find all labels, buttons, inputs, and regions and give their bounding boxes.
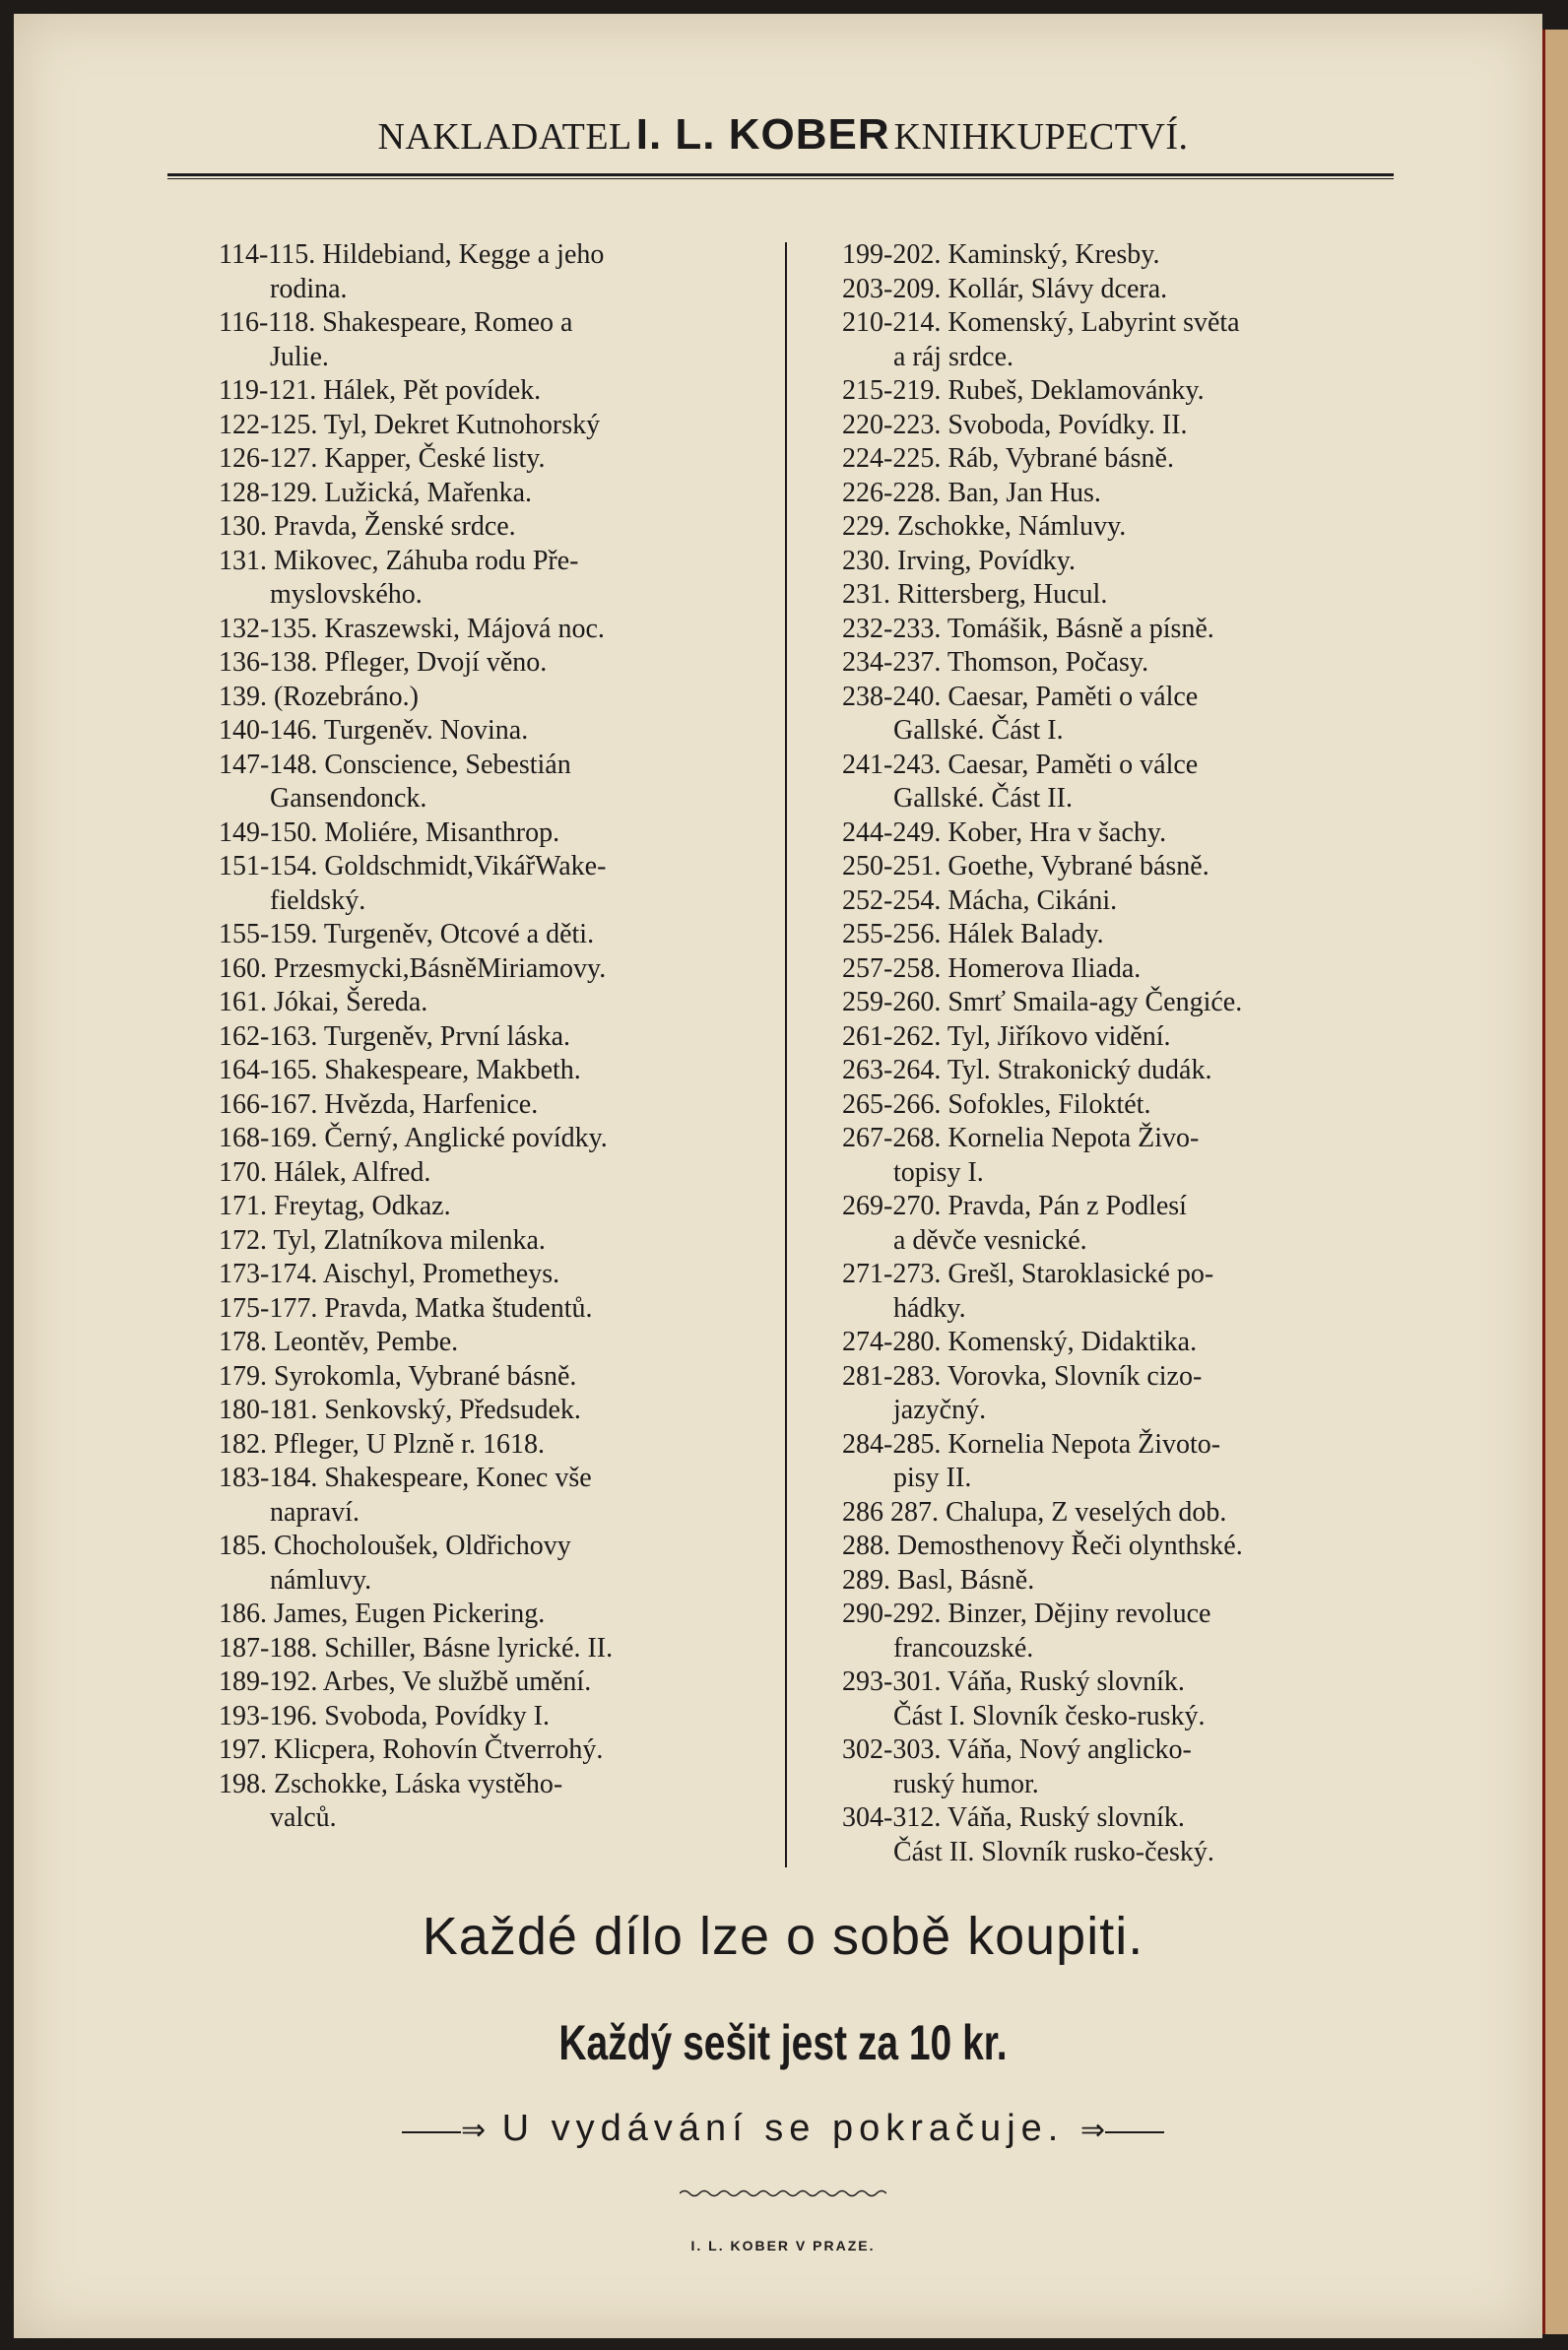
catalog-entry <box>842 816 1354 851</box>
entry-line: 173-174. Aischyl, Prometheys. <box>219 1259 560 1289</box>
catalog-column-left <box>219 238 770 1836</box>
entry-line: 244-249. Kober, Hra v šachy. <box>842 816 1167 848</box>
continuation-note <box>167 2108 1399 2150</box>
header-publisher-name: I. L. KOBER <box>635 110 890 159</box>
catalog-entry <box>219 1326 770 1360</box>
entry-line: 271-273. Grešl, Staroklasické po- <box>842 1259 1214 1289</box>
entry-continuation: Gansendonck. <box>270 783 427 814</box>
entry-line: 267-268. Kornelia Nepota Živo- <box>842 1123 1200 1153</box>
catalog-entry <box>219 238 770 306</box>
entry-line: 140-146. Turgeněv. Novina. <box>219 715 529 746</box>
entry-line: 175-177. Pravda, Matka študentů. <box>219 1292 593 1324</box>
entry-line: 160. Przesmycki,BásněMiriamovy. <box>219 952 607 984</box>
entry-continuation: rodina. <box>270 273 348 304</box>
catalog-entry <box>219 1020 770 1055</box>
binding-edge <box>1542 30 1568 2334</box>
entry-line: 197. Klicpera, Rohovín Čtverrohý. <box>219 1734 604 1765</box>
column-divider <box>785 242 787 1867</box>
catalog-entry <box>219 1258 770 1292</box>
entry-line: 171. Freytag, Odkaz. <box>219 1191 451 1221</box>
catalog-entry <box>219 850 770 918</box>
entry-line: 122-125. Tyl, Dekret Kutnohorský <box>219 409 601 440</box>
catalog-entry <box>219 986 770 1020</box>
entry-line: 114-115. Hildebiand, Kegge a jeho <box>219 239 605 270</box>
catalog-entry <box>842 273 1354 307</box>
ornament-squiggle <box>680 2188 886 2198</box>
catalog-entry <box>219 306 770 374</box>
entry-line: 189-192. Arbes, Ve službě umění. <box>219 1666 592 1697</box>
catalog-entry <box>842 613 1354 647</box>
catalog-entry <box>219 1190 770 1224</box>
entry-line: 274-280. Komenský, Didaktika. <box>842 1327 1198 1357</box>
entry-line: 304-312. Váňa, Ruský slovník. <box>842 1802 1185 1833</box>
entry-line: 128-129. Lužická, Mařenka. <box>219 477 532 508</box>
entry-line: 238-240. Caesar, Paměti o válce <box>842 681 1199 712</box>
entry-line: 263-264. Tyl. Strakonický dudák. <box>842 1055 1212 1085</box>
catalog-entry <box>219 1428 770 1463</box>
catalog-entry <box>219 613 770 647</box>
entry-continuation: myslovského. <box>270 579 423 610</box>
catalog-entry <box>842 1496 1354 1531</box>
entry-continuation: Část II. Slovník rusko-český. <box>893 1836 1214 1867</box>
catalog-entry <box>842 1088 1354 1123</box>
catalog-entry <box>219 749 770 816</box>
catalog-entry <box>219 510 770 545</box>
entry-line: 199-202. Kaminský, Kresby. <box>842 239 1160 270</box>
entry-line: 198. Zschokke, Láska vystěho- <box>219 1768 563 1799</box>
entry-line: 149-150. Moliére, Misanthrop. <box>219 816 560 848</box>
catalog-entry <box>219 1122 770 1156</box>
entry-continuation: námluvy. <box>270 1564 372 1596</box>
catalog-entry <box>842 545 1354 579</box>
entry-continuation: topisy I. <box>893 1156 984 1188</box>
catalog-entry <box>842 409 1354 443</box>
entry-line: 187-188. Schiller, Básne lyrické. II. <box>219 1632 614 1664</box>
entry-line: 193-196. Svoboda, Povídky I. <box>219 1700 550 1731</box>
entry-continuation: napraví. <box>270 1496 359 1528</box>
arrow-left-icon: ——⇒ <box>401 2114 487 2147</box>
entry-line: 269-270. Pravda, Pán z Podlesí <box>842 1191 1187 1221</box>
entry-line: 166-167. Hvězda, Harfenice. <box>219 1088 539 1120</box>
entry-continuation: hádky. <box>893 1292 966 1324</box>
entry-line: 302-303. Váňa, Nový anglicko- <box>842 1734 1192 1765</box>
catalog-entry <box>219 374 770 409</box>
catalog-entry <box>219 681 770 715</box>
catalog-entry <box>842 918 1354 952</box>
entry-line: 288. Demosthenovy Řeči olynthské. <box>842 1531 1243 1561</box>
catalog-entry <box>842 952 1354 987</box>
entry-line: 172. Tyl, Zlatníkova milenka. <box>219 1224 546 1256</box>
entry-line: 261-262. Tyl, Jiříkovo vidění. <box>842 1020 1171 1052</box>
catalog-entry <box>842 1020 1354 1055</box>
entry-line: 257-258. Homerova Iliada. <box>842 952 1142 984</box>
entry-line: 186. James, Eugen Pickering. <box>219 1599 546 1629</box>
catalog-entry <box>842 374 1354 409</box>
catalog-entry <box>842 1598 1354 1665</box>
catalog-entry <box>219 442 770 477</box>
entry-line: 265-266. Sofokles, Filoktét. <box>842 1088 1151 1120</box>
entry-line: 203-209. Kollár, Slávy dcera. <box>842 273 1168 304</box>
catalog-entry <box>219 1394 770 1428</box>
entry-continuation: valců. <box>270 1802 337 1833</box>
catalog-entry <box>842 646 1354 681</box>
catalog-entry <box>842 1054 1354 1088</box>
entry-line: 229. Zschokke, Námluvy. <box>842 511 1127 542</box>
entry-line: 226-228. Ban, Jan Hus. <box>842 477 1101 508</box>
entry-line: 220-223. Svoboda, Povídky. II. <box>842 409 1188 440</box>
catalog-entry <box>219 918 770 952</box>
catalog-entry <box>842 1122 1354 1190</box>
catalog-entry <box>842 1801 1354 1869</box>
entry-line: 147-148. Conscience, Sebestián <box>219 749 571 780</box>
entry-line: 162-163. Turgeněv, První láska. <box>219 1020 570 1052</box>
catalog-entry <box>219 1360 770 1395</box>
catalog-entry <box>219 1156 770 1191</box>
catalog-entry <box>219 1530 770 1598</box>
entry-line: 281-283. Vorovka, Slovník cizo- <box>842 1360 1203 1392</box>
catalog-entry <box>842 477 1354 511</box>
entry-continuation: jazyčný. <box>893 1395 987 1425</box>
catalog-entry <box>842 306 1354 374</box>
entry-line: 250-251. Goethe, Vybrané básně. <box>842 851 1209 881</box>
entry-line: 168-169. Černý, Anglické povídky. <box>219 1123 608 1153</box>
catalog-entry <box>842 749 1354 816</box>
catalog-entry <box>219 1224 770 1259</box>
entry-line: 132-135. Kraszewski, Májová noc. <box>219 613 605 644</box>
entry-line: 180-181. Senkovský, Předsudek. <box>219 1395 581 1425</box>
entry-line: 170. Hálek, Alfred. <box>219 1156 431 1188</box>
catalog-entry <box>842 1564 1354 1599</box>
header-right: KNIHKUPECTVÍ. <box>893 116 1189 158</box>
entry-line: 183-184. Shakespeare, Konec vše <box>219 1463 592 1493</box>
catalog-entry <box>219 714 770 749</box>
entry-line: 215-219. Rubeš, Deklamovánky. <box>842 375 1205 406</box>
arrow-right-icon: ⇒—— <box>1079 2114 1165 2147</box>
catalog-entry <box>842 681 1354 749</box>
entry-line: 252-254. Mácha, Cikáni. <box>842 884 1118 916</box>
entry-line: 185. Chocholoušek, Oldřichovy <box>219 1531 571 1561</box>
entry-line: 161. Jókai, Šereda. <box>219 987 428 1017</box>
entry-continuation: ruský humor. <box>893 1768 1039 1799</box>
catalog-entry <box>842 1733 1354 1801</box>
catalog-entry <box>842 1258 1354 1326</box>
catalog-entry <box>842 1530 1354 1564</box>
entry-continuation: Gallské. Část II. <box>893 783 1073 814</box>
catalog-entry <box>219 1768 770 1836</box>
entry-line: 234-237. Thomson, Počasy. <box>842 647 1149 678</box>
catalog-entry <box>219 1733 770 1768</box>
entry-line: 116-118. Shakespeare, Romeo a <box>219 307 573 338</box>
entry-line: 151-154. Goldschmidt,VikářWake- <box>219 851 607 881</box>
entry-line: 155-159. Turgeněv, Otcové a děti. <box>219 919 595 949</box>
catalog-entry <box>842 1665 1354 1733</box>
entry-line: 230. Irving, Povídky. <box>842 545 1076 576</box>
entry-line: 289. Basl, Básně. <box>842 1564 1035 1596</box>
catalog-entry <box>219 816 770 851</box>
catalog-entry <box>219 1054 770 1088</box>
entry-continuation: fieldský. <box>270 884 366 916</box>
entry-continuation: pisy II. <box>893 1463 972 1493</box>
entry-line: 164-165. Shakespeare, Makbeth. <box>219 1055 581 1085</box>
entry-line: 139. (Rozebráno.) <box>219 681 419 712</box>
header-rule <box>167 173 1394 179</box>
catalog-entry <box>219 409 770 443</box>
entry-line: 231. Rittersberg, Hucul. <box>842 579 1108 610</box>
catalog-entry <box>842 442 1354 477</box>
catalog-entry <box>219 545 770 613</box>
price-note: Každý sešit jest za 10 kr. <box>558 2015 1008 2070</box>
catalog-entry <box>842 578 1354 613</box>
header-left: NAKLADATEL <box>377 116 632 158</box>
entry-line: 182. Pfleger, U Plzně r. 1618. <box>219 1428 545 1460</box>
catalog-entry <box>219 952 770 987</box>
catalog-entry <box>842 238 1354 273</box>
catalog-column-right <box>842 238 1354 1869</box>
entry-line: 119-121. Hálek, Pět povídek. <box>219 375 542 406</box>
catalog-entry <box>842 1428 1354 1496</box>
entry-continuation: Gallské. Část I. <box>893 715 1064 746</box>
purchase-note: Každé dílo lze o sobě koupiti. <box>422 1907 1144 1966</box>
catalog-entry <box>219 477 770 511</box>
entry-line: 286 287. Chalupa, Z veselých dob. <box>842 1496 1227 1528</box>
publisher-header <box>167 110 1399 160</box>
catalog-entry <box>219 646 770 681</box>
entry-line: 232-233. Tomášik, Básně a písně. <box>842 613 1214 644</box>
entry-line: 126-127. Kapper, České listy. <box>219 443 546 474</box>
catalog-entry <box>842 510 1354 545</box>
continuation-text: U vydávání se pokračuje. <box>501 2108 1065 2149</box>
catalog-entry <box>219 1700 770 1734</box>
catalog-entry <box>842 1190 1354 1258</box>
entry-line: 210-214. Komenský, Labyrint světa <box>842 307 1240 338</box>
entry-line: 290-292. Binzer, Dějiny revoluce <box>842 1599 1211 1629</box>
entry-line: 259-260. Smrť Smaila-agy Čengiće. <box>842 987 1243 1017</box>
entry-continuation: a děvče vesnické. <box>893 1224 1087 1256</box>
entry-line: 131. Mikovec, Záhuba rodu Pře- <box>219 545 579 576</box>
catalog-entry <box>842 1326 1354 1360</box>
entry-line: 179. Syrokomla, Vybrané básně. <box>219 1360 577 1392</box>
entry-line: 130. Pravda, Ženské srdce. <box>219 511 516 542</box>
entry-continuation: Julie. <box>270 341 329 372</box>
catalog-entry <box>219 1598 770 1632</box>
entry-continuation: francouzské. <box>893 1632 1034 1664</box>
catalog-entry <box>842 1360 1354 1428</box>
entry-line: 284-285. Kornelia Nepota Životo- <box>842 1428 1221 1460</box>
entry-line: 178. Leontěv, Pembe. <box>219 1327 459 1357</box>
catalog-entry <box>219 1462 770 1530</box>
catalog-entry <box>219 1292 770 1327</box>
entry-line: 136-138. Pfleger, Dvojí věno. <box>219 647 548 678</box>
catalog-entry <box>842 850 1354 884</box>
catalog-entry <box>842 986 1354 1020</box>
catalog-entry <box>219 1088 770 1123</box>
entry-line: 293-301. Váňa, Ruský slovník. <box>842 1666 1185 1697</box>
catalog-entry <box>219 1665 770 1700</box>
entry-line: 241-243. Caesar, Paměti o válce <box>842 749 1199 780</box>
entry-line: 255-256. Hálek Balady. <box>842 919 1104 949</box>
catalog-entry <box>219 1632 770 1666</box>
printer-footer: I. L. KOBER V PRAZE. <box>690 2238 876 2253</box>
entry-line: 224-225. Ráb, Vybrané básně. <box>842 443 1174 474</box>
entry-continuation: Část I. Slovník česko-ruský. <box>893 1700 1206 1731</box>
catalog-entry <box>842 884 1354 919</box>
entry-continuation: a ráj srdce. <box>893 341 1014 372</box>
